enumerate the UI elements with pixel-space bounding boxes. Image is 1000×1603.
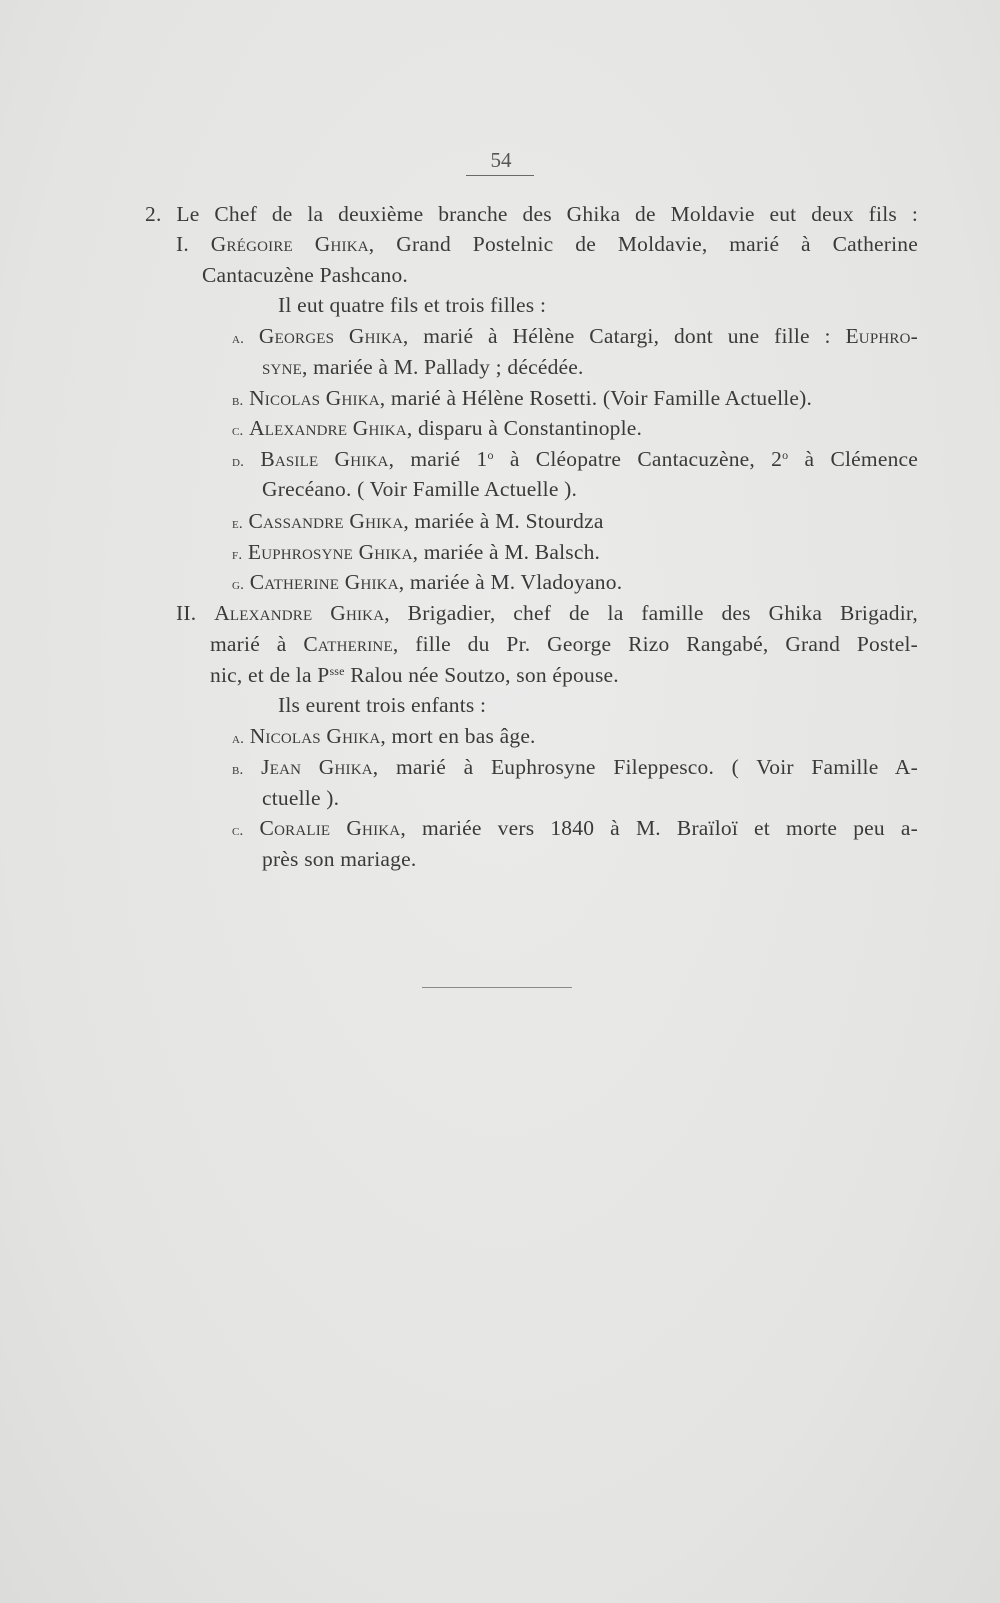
branch-2-desc-2a: marié à: [210, 632, 304, 656]
branch-2-desc-3b: Ralou née Soutzo, son épouse.: [344, 663, 619, 687]
list-item-continuation: Grecéano. ( Voir Famille Actuelle ).: [262, 477, 578, 501]
item-text: , marié à Hélène Catargi, dont une fille :: [402, 324, 846, 348]
branch-2-spouse: Catherine: [303, 632, 393, 656]
item-text-b: à Cléopatre Cantacuzène, 2: [493, 447, 783, 471]
item-text-cont: , mariée à M. Pallady ; décédée.: [301, 355, 584, 379]
ordinal-2: o: [782, 448, 789, 462]
branch-2-desc-3a: nic, et de la P: [210, 663, 330, 687]
item-name: Euphrosyne Ghika: [247, 540, 413, 564]
branch-1-roman: I.: [176, 232, 189, 256]
end-rule: [422, 987, 572, 988]
branch-1-desc-1: , Grand Postelnic de Moldavie, marié à Catherine: [368, 232, 919, 256]
item-name: Coralie Ghika: [259, 816, 401, 840]
list-item: [232, 538, 600, 569]
branch-2-line-2: [210, 630, 918, 658]
item-label: c.: [232, 823, 244, 839]
item-extra-name-cont: syne: [262, 355, 302, 379]
item-text: , mort en bas âge.: [380, 724, 536, 748]
branch-2-children-intro: Ils eurent trois enfants :: [278, 693, 487, 717]
item-text: , mariée à M. Balsch.: [412, 540, 601, 564]
item-text: , marié à Euphrosyne Fileppesco. ( Voir Famille A-: [372, 755, 918, 779]
branch-1-name: Grégoire Ghika: [210, 232, 369, 256]
list-item: [232, 384, 812, 415]
branch-2-line-1: [176, 599, 918, 627]
branch-1-children-intro: Il eut quatre fils et trois filles :: [278, 293, 547, 317]
item-text: , marié à Hélène Rosetti. (Voir Famille Actuelle).: [379, 386, 813, 410]
branch-2-desc-1: , Brigadier, chef de la famille des Ghika Brigadir,: [384, 601, 918, 625]
list-item: [232, 814, 918, 845]
item-text: , marié 1: [388, 447, 488, 471]
list-item-continuation: [262, 353, 584, 381]
item-text: , disparu à Constantinople.: [406, 416, 643, 440]
list-item: [232, 445, 918, 476]
item-label: c.: [232, 423, 244, 439]
list-item-continuation: près son mariage.: [262, 847, 417, 871]
branch-2-line-3: [210, 661, 619, 689]
page-number: 54: [490, 148, 512, 172]
item-name: Nicolas Ghika: [249, 724, 381, 748]
list-item: [232, 568, 622, 599]
list-item: [232, 753, 918, 784]
list-item: [232, 414, 642, 445]
item-text: , mariée à M. Vladoyano.: [398, 570, 623, 594]
branch-2-name: Alexandre Ghika: [214, 601, 385, 625]
item-name: Jean Ghika: [261, 755, 373, 779]
intro-number: 2.: [145, 202, 162, 226]
item-name: Alexandre Ghika: [249, 416, 407, 440]
princess-abbrev: sse: [329, 664, 345, 678]
list-item: [232, 507, 604, 538]
item-label: b.: [232, 762, 244, 778]
item-label: e.: [232, 516, 243, 532]
intro-line: [145, 200, 918, 228]
branch-1-line-2: Cantacuzène Pashcano.: [202, 263, 408, 287]
item-text: , mariée vers 1840 à M. Braïloï et morte peu a-: [400, 816, 918, 840]
page-number-rule: [466, 175, 534, 176]
ordinal-1: o: [487, 448, 494, 462]
intro-text: Le Chef de la deuxième branche des Ghika de Moldavie eut deux fils :: [176, 202, 919, 226]
item-name: Basile Ghika: [260, 447, 389, 471]
item-text-c: à Clémence: [788, 447, 919, 471]
item-extra-name: Euphro-: [845, 324, 918, 348]
list-item: [232, 722, 536, 753]
item-label: b.: [232, 393, 244, 409]
item-label: g.: [232, 577, 245, 593]
item-name: Cassandre Ghika: [248, 509, 404, 533]
list-item-continuation: ctuelle ).: [262, 786, 340, 810]
item-label: d.: [232, 454, 245, 470]
branch-2-desc-2b: , fille du Pr. George Rizo Rangabé, Grand Postel-: [392, 632, 919, 656]
item-label: f.: [232, 547, 243, 563]
list-item: [232, 322, 918, 353]
item-label: a.: [232, 331, 245, 347]
branch-1-line-1: [176, 230, 918, 258]
item-name: Catherine Ghika: [249, 570, 399, 594]
branch-2-roman: II.: [176, 601, 197, 625]
item-name: Nicolas Ghika: [249, 386, 380, 410]
item-name: Georges Ghika: [258, 324, 403, 348]
item-text: , mariée à M. Stourdza: [403, 509, 604, 533]
item-label: a.: [232, 731, 245, 747]
